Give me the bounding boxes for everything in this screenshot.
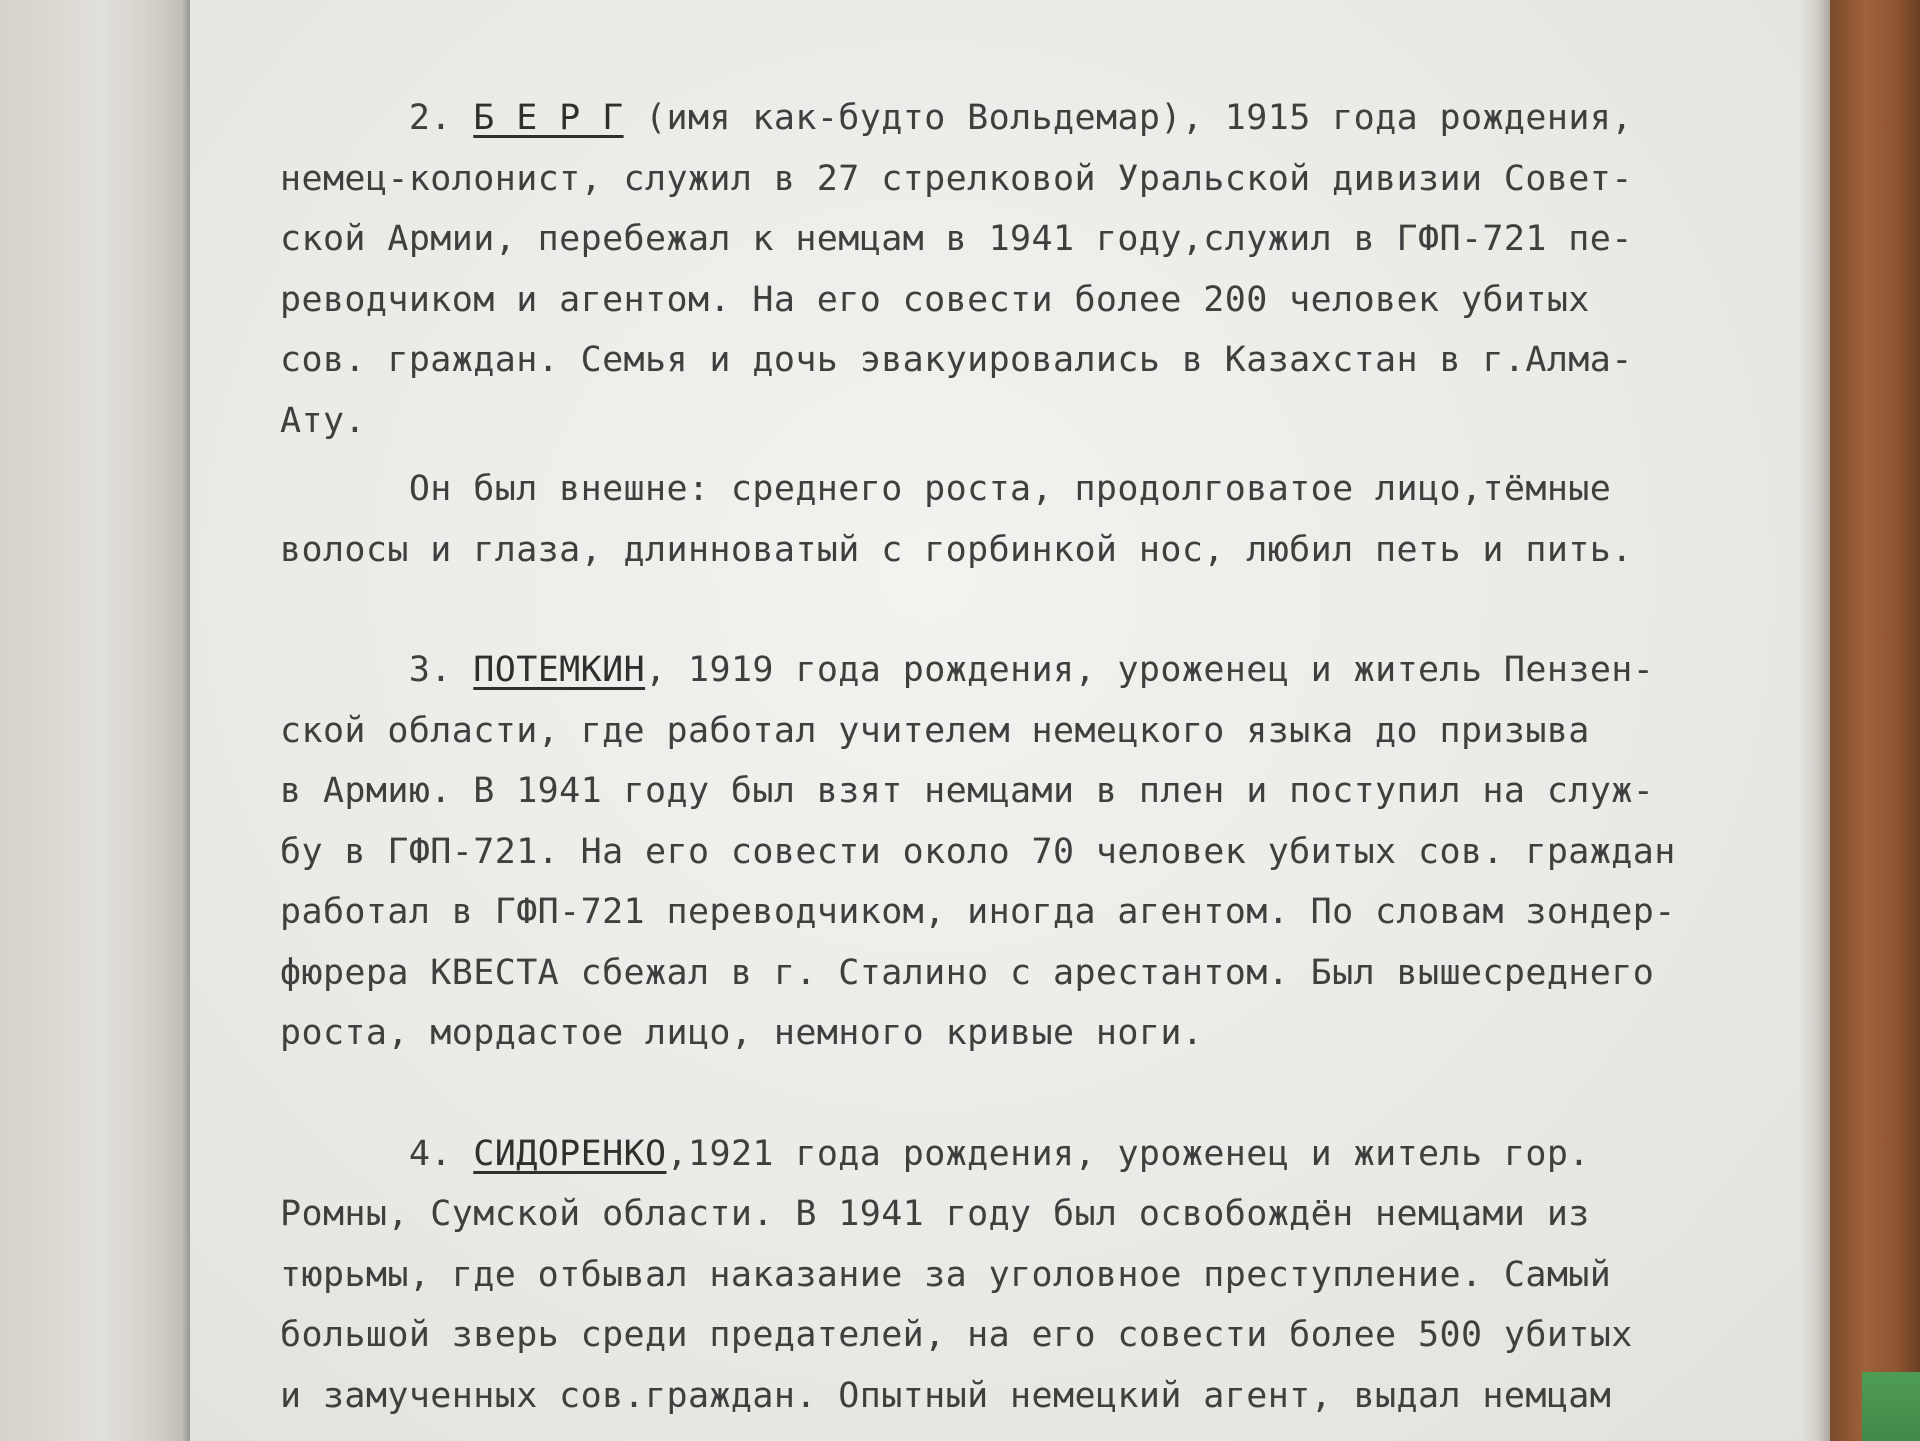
entry-sidorenko — [280, 1124, 1830, 1427]
entry-text-line: (имя как-будто Вольдемар), 1915 года рождения, — [623, 98, 1633, 138]
entry-text-line: и замученных сов.граждан. Опытный немецкий агент, выдал немцам — [280, 1375, 1612, 1416]
entry-text-line: , 1919 года рождения, уроженец и житель Пензен- — [645, 650, 1655, 690]
entry-number: 4. — [408, 1133, 452, 1174]
entry-surname: СИДОРЕНКО — [473, 1133, 667, 1174]
wooden-table-edge — [1830, 0, 1920, 1441]
entry-description-line: волосы и глаза, длинноватый с горбинкой нос, любил петь и пить. — [280, 529, 1633, 570]
entry-text-line: работал в ГФП-721 переводчиком, иногда агентом. По словам зондер- — [280, 892, 1676, 932]
entry-text-line: бу в ГФП-721. На его совести около 70 человек убитых сов. граждан — [280, 831, 1676, 872]
typewritten-text — [280, 88, 1830, 1426]
entry-text-line: фюрера КВЕСТА сбежал в г. Сталино с арестантом. Был вышесреднего — [280, 952, 1655, 993]
entry-text-line: роста, мордастое лицо, немного кривые ноги. — [280, 1013, 1204, 1053]
entry-text-line: реводчиком и агентом. На его совести более 200 человек убитых — [280, 279, 1590, 320]
entry-text-line: Ромны, Сумской области. В 1941 году был освобождён немцами из — [280, 1194, 1590, 1234]
entry-text-line: в Армию. В 1941 году был взят немцами в плен и поступил на служ- — [280, 771, 1655, 811]
entry-description-line: Он был внешне: среднего роста, продолговатое лицо,тёмные — [280, 469, 1612, 509]
entry-text-line: Ату. — [280, 400, 366, 441]
entry-text-line: ской области, где работал учителем немецкого языка до призыва — [280, 710, 1590, 751]
entry-text-line: тюрьмы, где отбывал наказание за уголовное преступление. Самый — [280, 1254, 1612, 1295]
entry-number: 3. — [408, 650, 452, 690]
entry-potemkin — [280, 640, 1830, 1064]
entry-text-line: ,1921 года рождения, уроженец и житель гор. — [666, 1133, 1590, 1174]
left-page-binding — [0, 0, 190, 1441]
entry-text-line: большой зверь среди предателей, на его совести более 500 убитых — [280, 1315, 1633, 1355]
entry-surname: Б Е Р Г — [473, 98, 624, 138]
entry-text-line: немец-колонист, служил в 27 стрелковой Уральской дивизии Совет- — [280, 158, 1633, 199]
entry-berg — [280, 88, 1830, 580]
entry-surname: ПОТЕМКИН — [473, 650, 646, 690]
entry-text-line: ской Армии, перебежал к немцам в 1941 году,служил в ГФП-721 пе- — [280, 219, 1633, 259]
entry-number: 2. — [408, 98, 452, 138]
entry-text-line: сов. граждан. Семья и дочь эвакуировались в Казахстан в г.Алма- — [280, 340, 1633, 380]
green-folder-corner — [1862, 1372, 1920, 1441]
